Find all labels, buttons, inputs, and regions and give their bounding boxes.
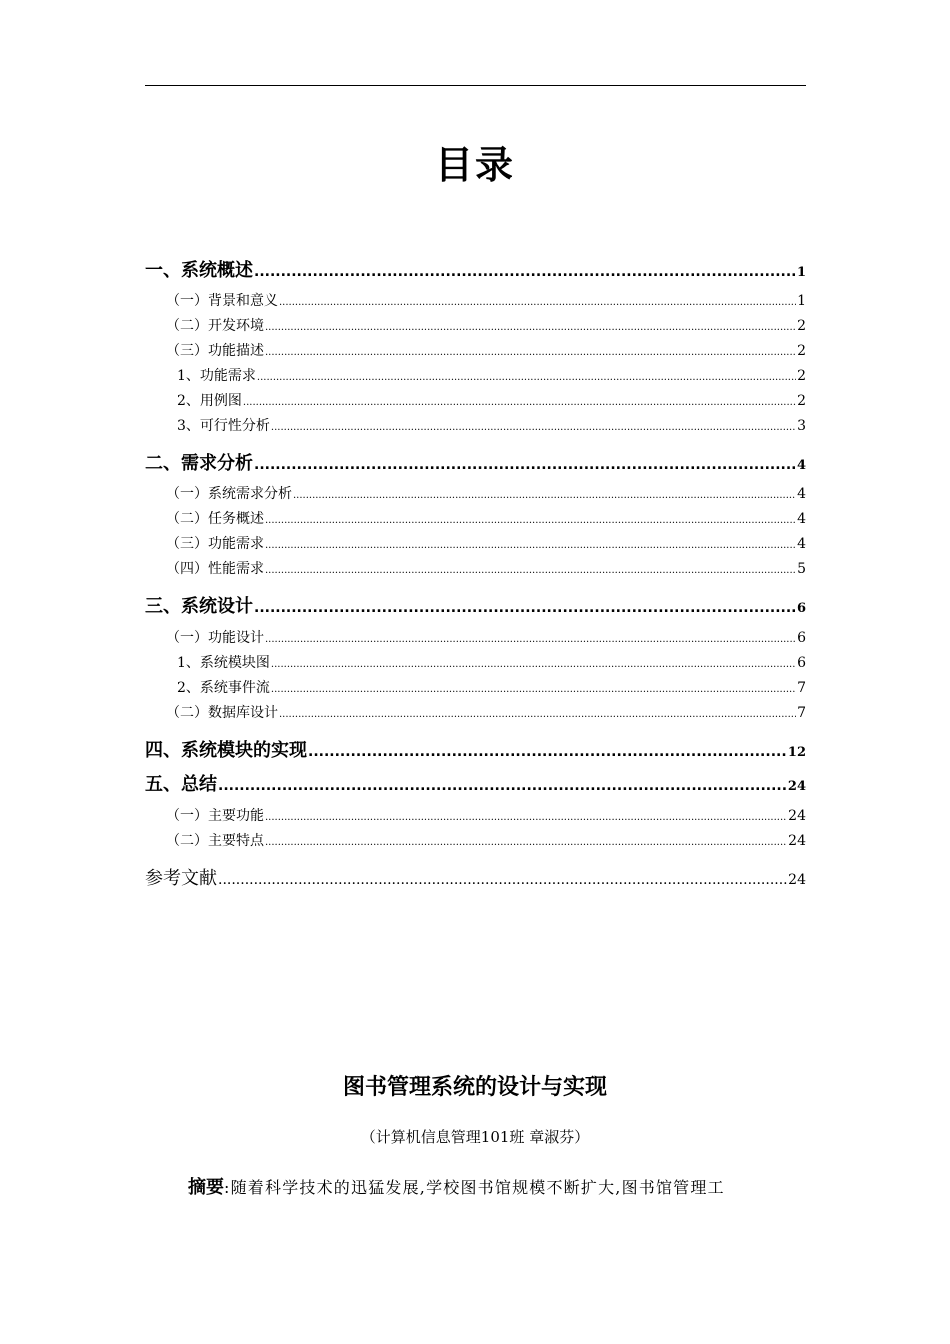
- toc-entry-label: 2、系统事件流: [177, 680, 270, 696]
- toc-leader-dots: [271, 418, 796, 434]
- header-rule: [145, 85, 806, 86]
- toc-leader-dots: [271, 680, 796, 696]
- toc-entry-label: 五、总结: [145, 774, 217, 795]
- toc-leader-dots: [279, 293, 796, 309]
- toc-entry-page: 24: [788, 833, 806, 849]
- abstract-label: 摘要: [188, 1177, 224, 1198]
- toc-entry-page: 6: [797, 655, 806, 671]
- toc-entry-page: 4: [796, 458, 806, 473]
- toc-leader-dots: [254, 260, 796, 281]
- toc-entry-page: 4: [797, 536, 806, 552]
- toc-entry[interactable]: [166, 533, 806, 553]
- toc-entry[interactable]: [166, 627, 806, 647]
- toc-leader-dots: [254, 453, 796, 474]
- toc-entry-label: （二）数据库设计: [166, 705, 278, 721]
- toc-entry[interactable]: [145, 592, 806, 618]
- toc-entry-label: （二）任务概述: [166, 511, 264, 527]
- toc-entry-page: 24: [787, 779, 806, 794]
- toc-leader-dots: [265, 630, 796, 646]
- toc-leader-dots: [218, 868, 787, 889]
- toc-entry[interactable]: [166, 508, 806, 528]
- toc-entry[interactable]: [177, 652, 806, 672]
- toc-leader-dots: [271, 655, 796, 671]
- toc-entry-label: 3、可行性分析: [177, 418, 270, 434]
- toc-entry-page: 12: [787, 745, 806, 760]
- toc-leader-dots: [265, 511, 796, 527]
- toc-entry[interactable]: [177, 415, 806, 435]
- toc-entry-label: （三）功能描述: [166, 343, 264, 359]
- toc-entry-page: 7: [797, 680, 806, 696]
- toc-entry-page: 1: [797, 293, 806, 309]
- toc-entry[interactable]: [166, 483, 806, 503]
- toc-entry[interactable]: [145, 864, 806, 890]
- toc-leader-dots: [257, 368, 796, 384]
- toc-entry-label: 二、需求分析: [145, 453, 253, 474]
- toc-entry[interactable]: [166, 830, 806, 850]
- toc-entry-label: （二）开发环境: [166, 318, 264, 334]
- toc-entry-page: 24: [788, 808, 806, 824]
- toc-entry-page: 4: [797, 486, 806, 502]
- toc-entry-label: 参考文献: [145, 868, 217, 889]
- toc-leader-dots: [265, 343, 796, 359]
- toc-entry-label: 三、系统设计: [145, 596, 253, 617]
- abstract-text: :随着科学技术的迅猛发展,学校图书馆规模不断扩大,图书馆管理工: [224, 1178, 725, 1197]
- toc-entry-page: 2: [797, 393, 806, 409]
- toc-leader-dots: [243, 393, 796, 409]
- toc-leader-dots: [265, 833, 787, 849]
- toc-leader-dots: [265, 536, 796, 552]
- toc-leader-dots: [265, 808, 787, 824]
- toc-entry-label: （四）性能需求: [166, 561, 264, 577]
- toc-entry-label: （三）功能需求: [166, 536, 264, 552]
- toc-entry-page: 5: [797, 561, 806, 577]
- toc-leader-dots: [265, 318, 796, 334]
- toc-entry-page: 6: [797, 630, 806, 646]
- toc-entry-page: 24: [788, 872, 806, 888]
- toc-entry[interactable]: [166, 315, 806, 335]
- toc-leader-dots: [293, 486, 796, 502]
- toc-entry-label: （一）系统需求分析: [166, 486, 292, 502]
- toc-entry-page: 2: [797, 318, 806, 334]
- paper-author-line: （计算机信息管理101班 章淑芬）: [360, 1128, 590, 1146]
- toc-leader-dots: [254, 596, 796, 617]
- toc-entry-label: （一）主要功能: [166, 808, 264, 824]
- toc-entry-label: 2、用例图: [177, 393, 242, 409]
- toc-title: 目录: [434, 143, 515, 187]
- toc-leader-dots: [218, 774, 787, 795]
- toc-entry[interactable]: [177, 390, 806, 410]
- toc-entry-page: 4: [797, 511, 806, 527]
- toc-entry[interactable]: [166, 558, 806, 578]
- toc-entry-label: 1、系统模块图: [177, 655, 270, 671]
- toc-entry-label: （二）主要特点: [166, 833, 264, 849]
- toc-leader-dots: [279, 705, 796, 721]
- toc-entry-label: 1、功能需求: [177, 368, 256, 384]
- toc-entry[interactable]: [166, 702, 806, 722]
- toc-entry-label: （一）背景和意义: [166, 293, 278, 309]
- paper-title: 图书管理系统的设计与实现: [342, 1075, 607, 1100]
- toc-entry[interactable]: [166, 290, 806, 310]
- toc-entry[interactable]: [177, 365, 806, 385]
- toc-entry-page: 2: [797, 368, 806, 384]
- toc-entry[interactable]: [166, 340, 806, 360]
- toc-entry[interactable]: [145, 256, 806, 282]
- abstract: [188, 1173, 808, 1199]
- toc-entry-page: 7: [797, 705, 806, 721]
- toc-entry-label: 一、系统概述: [145, 260, 253, 281]
- toc-entry-label: 四、系统模块的实现: [145, 740, 307, 761]
- toc-entry-page: 1: [796, 265, 806, 280]
- toc-leader-dots: [265, 561, 796, 577]
- toc-entry[interactable]: [145, 736, 806, 762]
- toc-entry[interactable]: [145, 770, 806, 796]
- toc-entry-page: 3: [797, 418, 806, 434]
- toc-entry[interactable]: [145, 449, 806, 475]
- toc-leader-dots: [308, 740, 787, 761]
- toc-entry-page: 6: [796, 601, 806, 616]
- toc-entry-page: 2: [797, 343, 806, 359]
- toc-entry[interactable]: [166, 805, 806, 825]
- toc-entry[interactable]: [177, 677, 806, 697]
- toc-entry-label: （一）功能设计: [166, 630, 264, 646]
